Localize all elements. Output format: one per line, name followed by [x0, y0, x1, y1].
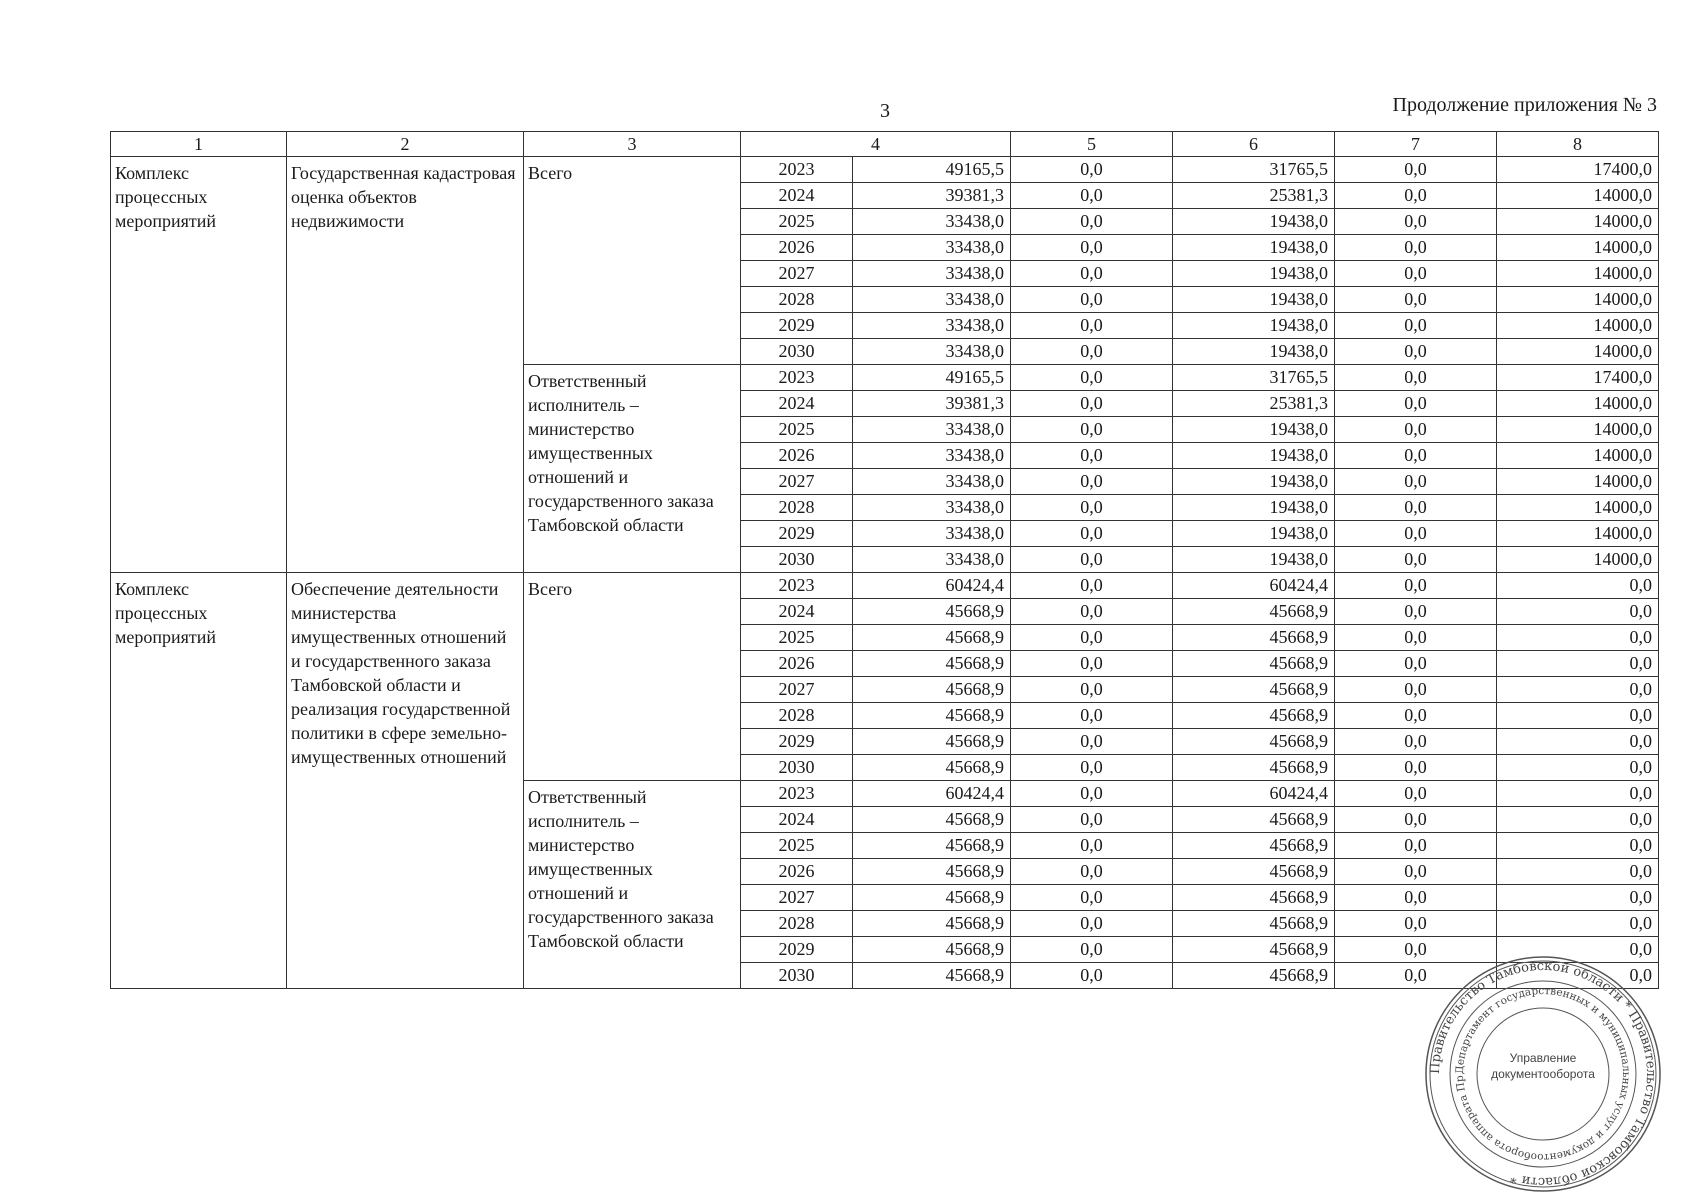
col7-cell: 0,0 — [1335, 443, 1497, 469]
col8-cell: 14000,0 — [1497, 313, 1659, 339]
col5-cell: 0,0 — [1011, 703, 1173, 729]
total-cell: 33438,0 — [853, 547, 1011, 573]
category-cell: Комплекс процессных мероприятий — [111, 573, 287, 989]
col8-cell: 14000,0 — [1497, 209, 1659, 235]
col6-cell: 19438,0 — [1173, 417, 1335, 443]
col6-cell: 19438,0 — [1173, 469, 1335, 495]
col-header: 1 — [111, 132, 287, 157]
total-cell: 45668,9 — [853, 963, 1011, 989]
year-cell: 2028 — [741, 703, 853, 729]
col7-cell: 0,0 — [1335, 183, 1497, 209]
col5-cell: 0,0 — [1011, 495, 1173, 521]
table-row — [111, 157, 1659, 183]
official-seal — [1424, 955, 1662, 1193]
col8-cell: 0,0 — [1497, 729, 1659, 755]
year-cell: 2029 — [741, 313, 853, 339]
col8-cell: 14000,0 — [1497, 339, 1659, 365]
col5-cell: 0,0 — [1011, 911, 1173, 937]
col7-cell: 0,0 — [1335, 781, 1497, 807]
col8-cell: 14000,0 — [1497, 235, 1659, 261]
col7-cell: 0,0 — [1335, 807, 1497, 833]
col5-cell: 0,0 — [1011, 729, 1173, 755]
col5-cell: 0,0 — [1011, 391, 1173, 417]
total-cell: 49165,5 — [853, 365, 1011, 391]
total-cell: 45668,9 — [853, 885, 1011, 911]
col7-cell: 0,0 — [1335, 417, 1497, 443]
col7-cell: 0,0 — [1335, 391, 1497, 417]
col7-cell: 0,0 — [1335, 885, 1497, 911]
total-cell: 33438,0 — [853, 469, 1011, 495]
col5-cell: 0,0 — [1011, 469, 1173, 495]
col7-cell: 0,0 — [1335, 963, 1497, 989]
col7-cell: 0,0 — [1335, 339, 1497, 365]
col7-cell: 0,0 — [1335, 469, 1497, 495]
col7-cell: 0,0 — [1335, 599, 1497, 625]
col-header: 8 — [1497, 132, 1659, 157]
funding-source-cell: Всего — [524, 573, 741, 781]
col6-cell: 19438,0 — [1173, 209, 1335, 235]
year-cell: 2023 — [741, 781, 853, 807]
col7-cell: 0,0 — [1335, 547, 1497, 573]
col8-cell: 14000,0 — [1497, 443, 1659, 469]
col8-cell: 14000,0 — [1497, 287, 1659, 313]
col8-cell: 0,0 — [1497, 755, 1659, 781]
col5-cell: 0,0 — [1011, 885, 1173, 911]
year-cell: 2026 — [741, 443, 853, 469]
col8-cell: 14000,0 — [1497, 495, 1659, 521]
col6-cell: 45668,9 — [1173, 833, 1335, 859]
total-cell: 45668,9 — [853, 677, 1011, 703]
col7-cell: 0,0 — [1335, 911, 1497, 937]
year-cell: 2028 — [741, 495, 853, 521]
col7-cell: 0,0 — [1335, 157, 1497, 183]
col6-cell: 45668,9 — [1173, 729, 1335, 755]
year-cell: 2024 — [741, 391, 853, 417]
col6-cell: 60424,4 — [1173, 781, 1335, 807]
budget-table — [110, 131, 1659, 989]
col5-cell: 0,0 — [1011, 755, 1173, 781]
total-cell: 45668,9 — [853, 703, 1011, 729]
year-cell: 2025 — [741, 625, 853, 651]
col6-cell: 45668,9 — [1173, 859, 1335, 885]
column-number-row — [111, 132, 1659, 157]
col6-cell: 19438,0 — [1173, 261, 1335, 287]
col8-cell: 17400,0 — [1497, 365, 1659, 391]
year-cell: 2030 — [741, 755, 853, 781]
col5-cell: 0,0 — [1011, 547, 1173, 573]
col8-cell: 14000,0 — [1497, 417, 1659, 443]
total-cell: 33438,0 — [853, 495, 1011, 521]
col6-cell: 45668,9 — [1173, 703, 1335, 729]
funding-source-cell: Всего — [524, 157, 741, 365]
col5-cell: 0,0 — [1011, 807, 1173, 833]
col-header: 6 — [1173, 132, 1335, 157]
col7-cell: 0,0 — [1335, 755, 1497, 781]
year-cell: 2025 — [741, 417, 853, 443]
col7-cell: 0,0 — [1335, 573, 1497, 599]
col8-cell: 0,0 — [1497, 937, 1659, 963]
col-header: 3 — [524, 132, 741, 157]
col7-cell: 0,0 — [1335, 209, 1497, 235]
col8-cell: 14000,0 — [1497, 183, 1659, 209]
col8-cell: 0,0 — [1497, 859, 1659, 885]
total-cell: 33438,0 — [853, 209, 1011, 235]
col6-cell: 19438,0 — [1173, 235, 1335, 261]
year-cell: 2027 — [741, 469, 853, 495]
year-cell: 2024 — [741, 183, 853, 209]
total-cell: 60424,4 — [853, 781, 1011, 807]
col6-cell: 45668,9 — [1173, 755, 1335, 781]
total-cell: 45668,9 — [853, 911, 1011, 937]
col6-cell: 19438,0 — [1173, 313, 1335, 339]
col7-cell: 0,0 — [1335, 313, 1497, 339]
col8-cell: 0,0 — [1497, 885, 1659, 911]
year-cell: 2030 — [741, 547, 853, 573]
col7-cell: 0,0 — [1335, 495, 1497, 521]
category-cell: Комплекс процессных мероприятий — [111, 157, 287, 573]
col-header: 5 — [1011, 132, 1173, 157]
col8-cell: 0,0 — [1497, 833, 1659, 859]
seal-center-line: Управление — [1509, 1051, 1577, 1065]
table-body — [111, 157, 1659, 989]
table-row — [111, 573, 1659, 599]
col6-cell: 45668,9 — [1173, 625, 1335, 651]
col7-cell: 0,0 — [1335, 677, 1497, 703]
col8-cell: 0,0 — [1497, 781, 1659, 807]
col5-cell: 0,0 — [1011, 521, 1173, 547]
total-cell: 60424,4 — [853, 573, 1011, 599]
total-cell: 45668,9 — [853, 625, 1011, 651]
total-cell: 45668,9 — [853, 937, 1011, 963]
col-header: 4 — [741, 132, 1011, 157]
col6-cell: 45668,9 — [1173, 963, 1335, 989]
year-cell: 2029 — [741, 521, 853, 547]
col8-cell: 0,0 — [1497, 625, 1659, 651]
total-cell: 39381,3 — [853, 391, 1011, 417]
funding-source-cell: Ответственный исполнитель – министерство имущественных отношений и государственного заказа Тамбовской области — [524, 365, 741, 573]
total-cell: 45668,9 — [853, 599, 1011, 625]
year-cell: 2023 — [741, 365, 853, 391]
col8-cell: 0,0 — [1497, 703, 1659, 729]
col6-cell: 45668,9 — [1173, 599, 1335, 625]
col6-cell: 45668,9 — [1173, 807, 1335, 833]
year-cell: 2026 — [741, 235, 853, 261]
year-cell: 2029 — [741, 937, 853, 963]
year-cell: 2023 — [741, 573, 853, 599]
year-cell: 2029 — [741, 729, 853, 755]
col5-cell: 0,0 — [1011, 287, 1173, 313]
col6-cell: 19438,0 — [1173, 547, 1335, 573]
col5-cell: 0,0 — [1011, 261, 1173, 287]
seal-outer-text: Правительство Тамбовской области * Правительство Тамбовской области * — [1427, 958, 1659, 1190]
col5-cell: 0,0 — [1011, 339, 1173, 365]
col7-cell: 0,0 — [1335, 261, 1497, 287]
activity-name-cell: Обеспечение деятельности министерства имущественных отношений и государственного заказа Тамбовской области и реализация государственной политики в сфере земельно-имущественных отношений — [287, 573, 524, 989]
col7-cell: 0,0 — [1335, 833, 1497, 859]
total-cell: 33438,0 — [853, 287, 1011, 313]
col5-cell: 0,0 — [1011, 677, 1173, 703]
col6-cell: 45668,9 — [1173, 937, 1335, 963]
col7-cell: 0,0 — [1335, 859, 1497, 885]
col8-cell: 0,0 — [1497, 677, 1659, 703]
col6-cell: 45668,9 — [1173, 885, 1335, 911]
col7-cell: 0,0 — [1335, 287, 1497, 313]
col8-cell: 0,0 — [1497, 807, 1659, 833]
total-cell: 45668,9 — [853, 729, 1011, 755]
col5-cell: 0,0 — [1011, 313, 1173, 339]
col5-cell: 0,0 — [1011, 573, 1173, 599]
total-cell: 33438,0 — [853, 313, 1011, 339]
col5-cell: 0,0 — [1011, 417, 1173, 443]
col-header: 7 — [1335, 132, 1497, 157]
col-header: 2 — [287, 132, 524, 157]
total-cell: 45668,9 — [853, 755, 1011, 781]
col6-cell: 19438,0 — [1173, 521, 1335, 547]
col7-cell: 0,0 — [1335, 729, 1497, 755]
col7-cell: 0,0 — [1335, 703, 1497, 729]
total-cell: 39381,3 — [853, 183, 1011, 209]
year-cell: 2024 — [741, 807, 853, 833]
seal-center — [1424, 1050, 1662, 1082]
col6-cell: 60424,4 — [1173, 573, 1335, 599]
funding-source-cell: Ответственный исполнитель – министерство имущественных отношений и государственного заказа Тамбовской области — [524, 781, 741, 989]
col5-cell: 0,0 — [1011, 625, 1173, 651]
seal-center-line: документооборота — [1491, 1067, 1595, 1081]
col5-cell: 0,0 — [1011, 833, 1173, 859]
col8-cell: 17400,0 — [1497, 157, 1659, 183]
col6-cell: 19438,0 — [1173, 339, 1335, 365]
appendix-note: Продолжение приложения № 3 — [1392, 94, 1657, 116]
col8-cell: 0,0 — [1497, 911, 1659, 937]
col7-cell: 0,0 — [1335, 365, 1497, 391]
col7-cell: 0,0 — [1335, 651, 1497, 677]
col7-cell: 0,0 — [1335, 937, 1497, 963]
year-cell: 2028 — [741, 287, 853, 313]
total-cell: 45668,9 — [853, 651, 1011, 677]
page-number: 3 — [880, 100, 890, 122]
col8-cell: 0,0 — [1497, 963, 1659, 989]
col5-cell: 0,0 — [1011, 443, 1173, 469]
year-cell: 2027 — [741, 261, 853, 287]
col5-cell: 0,0 — [1011, 937, 1173, 963]
seal-middle-text: Департамент государственных и муниципальных услуг и документооборота аппарата Пр — [1453, 984, 1633, 1164]
col8-cell: 14000,0 — [1497, 521, 1659, 547]
col6-cell: 45668,9 — [1173, 677, 1335, 703]
year-cell: 2030 — [741, 963, 853, 989]
col8-cell: 0,0 — [1497, 573, 1659, 599]
year-cell: 2027 — [741, 677, 853, 703]
total-cell: 33438,0 — [853, 261, 1011, 287]
year-cell: 2026 — [741, 859, 853, 885]
year-cell: 2030 — [741, 339, 853, 365]
total-cell: 33438,0 — [853, 235, 1011, 261]
total-cell: 33438,0 — [853, 521, 1011, 547]
col6-cell: 19438,0 — [1173, 443, 1335, 469]
col5-cell: 0,0 — [1011, 209, 1173, 235]
col5-cell: 0,0 — [1011, 157, 1173, 183]
total-cell: 33438,0 — [853, 443, 1011, 469]
col5-cell: 0,0 — [1011, 183, 1173, 209]
col6-cell: 25381,3 — [1173, 391, 1335, 417]
col7-cell: 0,0 — [1335, 625, 1497, 651]
col8-cell: 14000,0 — [1497, 469, 1659, 495]
col5-cell: 0,0 — [1011, 599, 1173, 625]
year-cell: 2025 — [741, 209, 853, 235]
col8-cell: 0,0 — [1497, 651, 1659, 677]
year-cell: 2026 — [741, 651, 853, 677]
col7-cell: 0,0 — [1335, 235, 1497, 261]
total-cell: 45668,9 — [853, 833, 1011, 859]
col5-cell: 0,0 — [1011, 235, 1173, 261]
col5-cell: 0,0 — [1011, 781, 1173, 807]
year-cell: 2028 — [741, 911, 853, 937]
total-cell: 45668,9 — [853, 807, 1011, 833]
col6-cell: 25381,3 — [1173, 183, 1335, 209]
col6-cell: 45668,9 — [1173, 911, 1335, 937]
year-cell: 2023 — [741, 157, 853, 183]
col5-cell: 0,0 — [1011, 963, 1173, 989]
col8-cell: 0,0 — [1497, 599, 1659, 625]
col8-cell: 14000,0 — [1497, 547, 1659, 573]
col5-cell: 0,0 — [1011, 651, 1173, 677]
year-cell: 2025 — [741, 833, 853, 859]
total-cell: 33438,0 — [853, 417, 1011, 443]
col5-cell: 0,0 — [1011, 365, 1173, 391]
year-cell: 2027 — [741, 885, 853, 911]
col6-cell: 19438,0 — [1173, 287, 1335, 313]
total-cell: 33438,0 — [853, 339, 1011, 365]
col5-cell: 0,0 — [1011, 859, 1173, 885]
col6-cell: 19438,0 — [1173, 495, 1335, 521]
col7-cell: 0,0 — [1335, 521, 1497, 547]
col6-cell: 31765,5 — [1173, 157, 1335, 183]
activity-name-cell: Государственная кадастровая оценка объектов недвижимости — [287, 157, 524, 573]
year-cell: 2024 — [741, 599, 853, 625]
col8-cell: 14000,0 — [1497, 261, 1659, 287]
col8-cell: 14000,0 — [1497, 391, 1659, 417]
total-cell: 45668,9 — [853, 859, 1011, 885]
total-cell: 49165,5 — [853, 157, 1011, 183]
col6-cell: 45668,9 — [1173, 651, 1335, 677]
col6-cell: 31765,5 — [1173, 365, 1335, 391]
